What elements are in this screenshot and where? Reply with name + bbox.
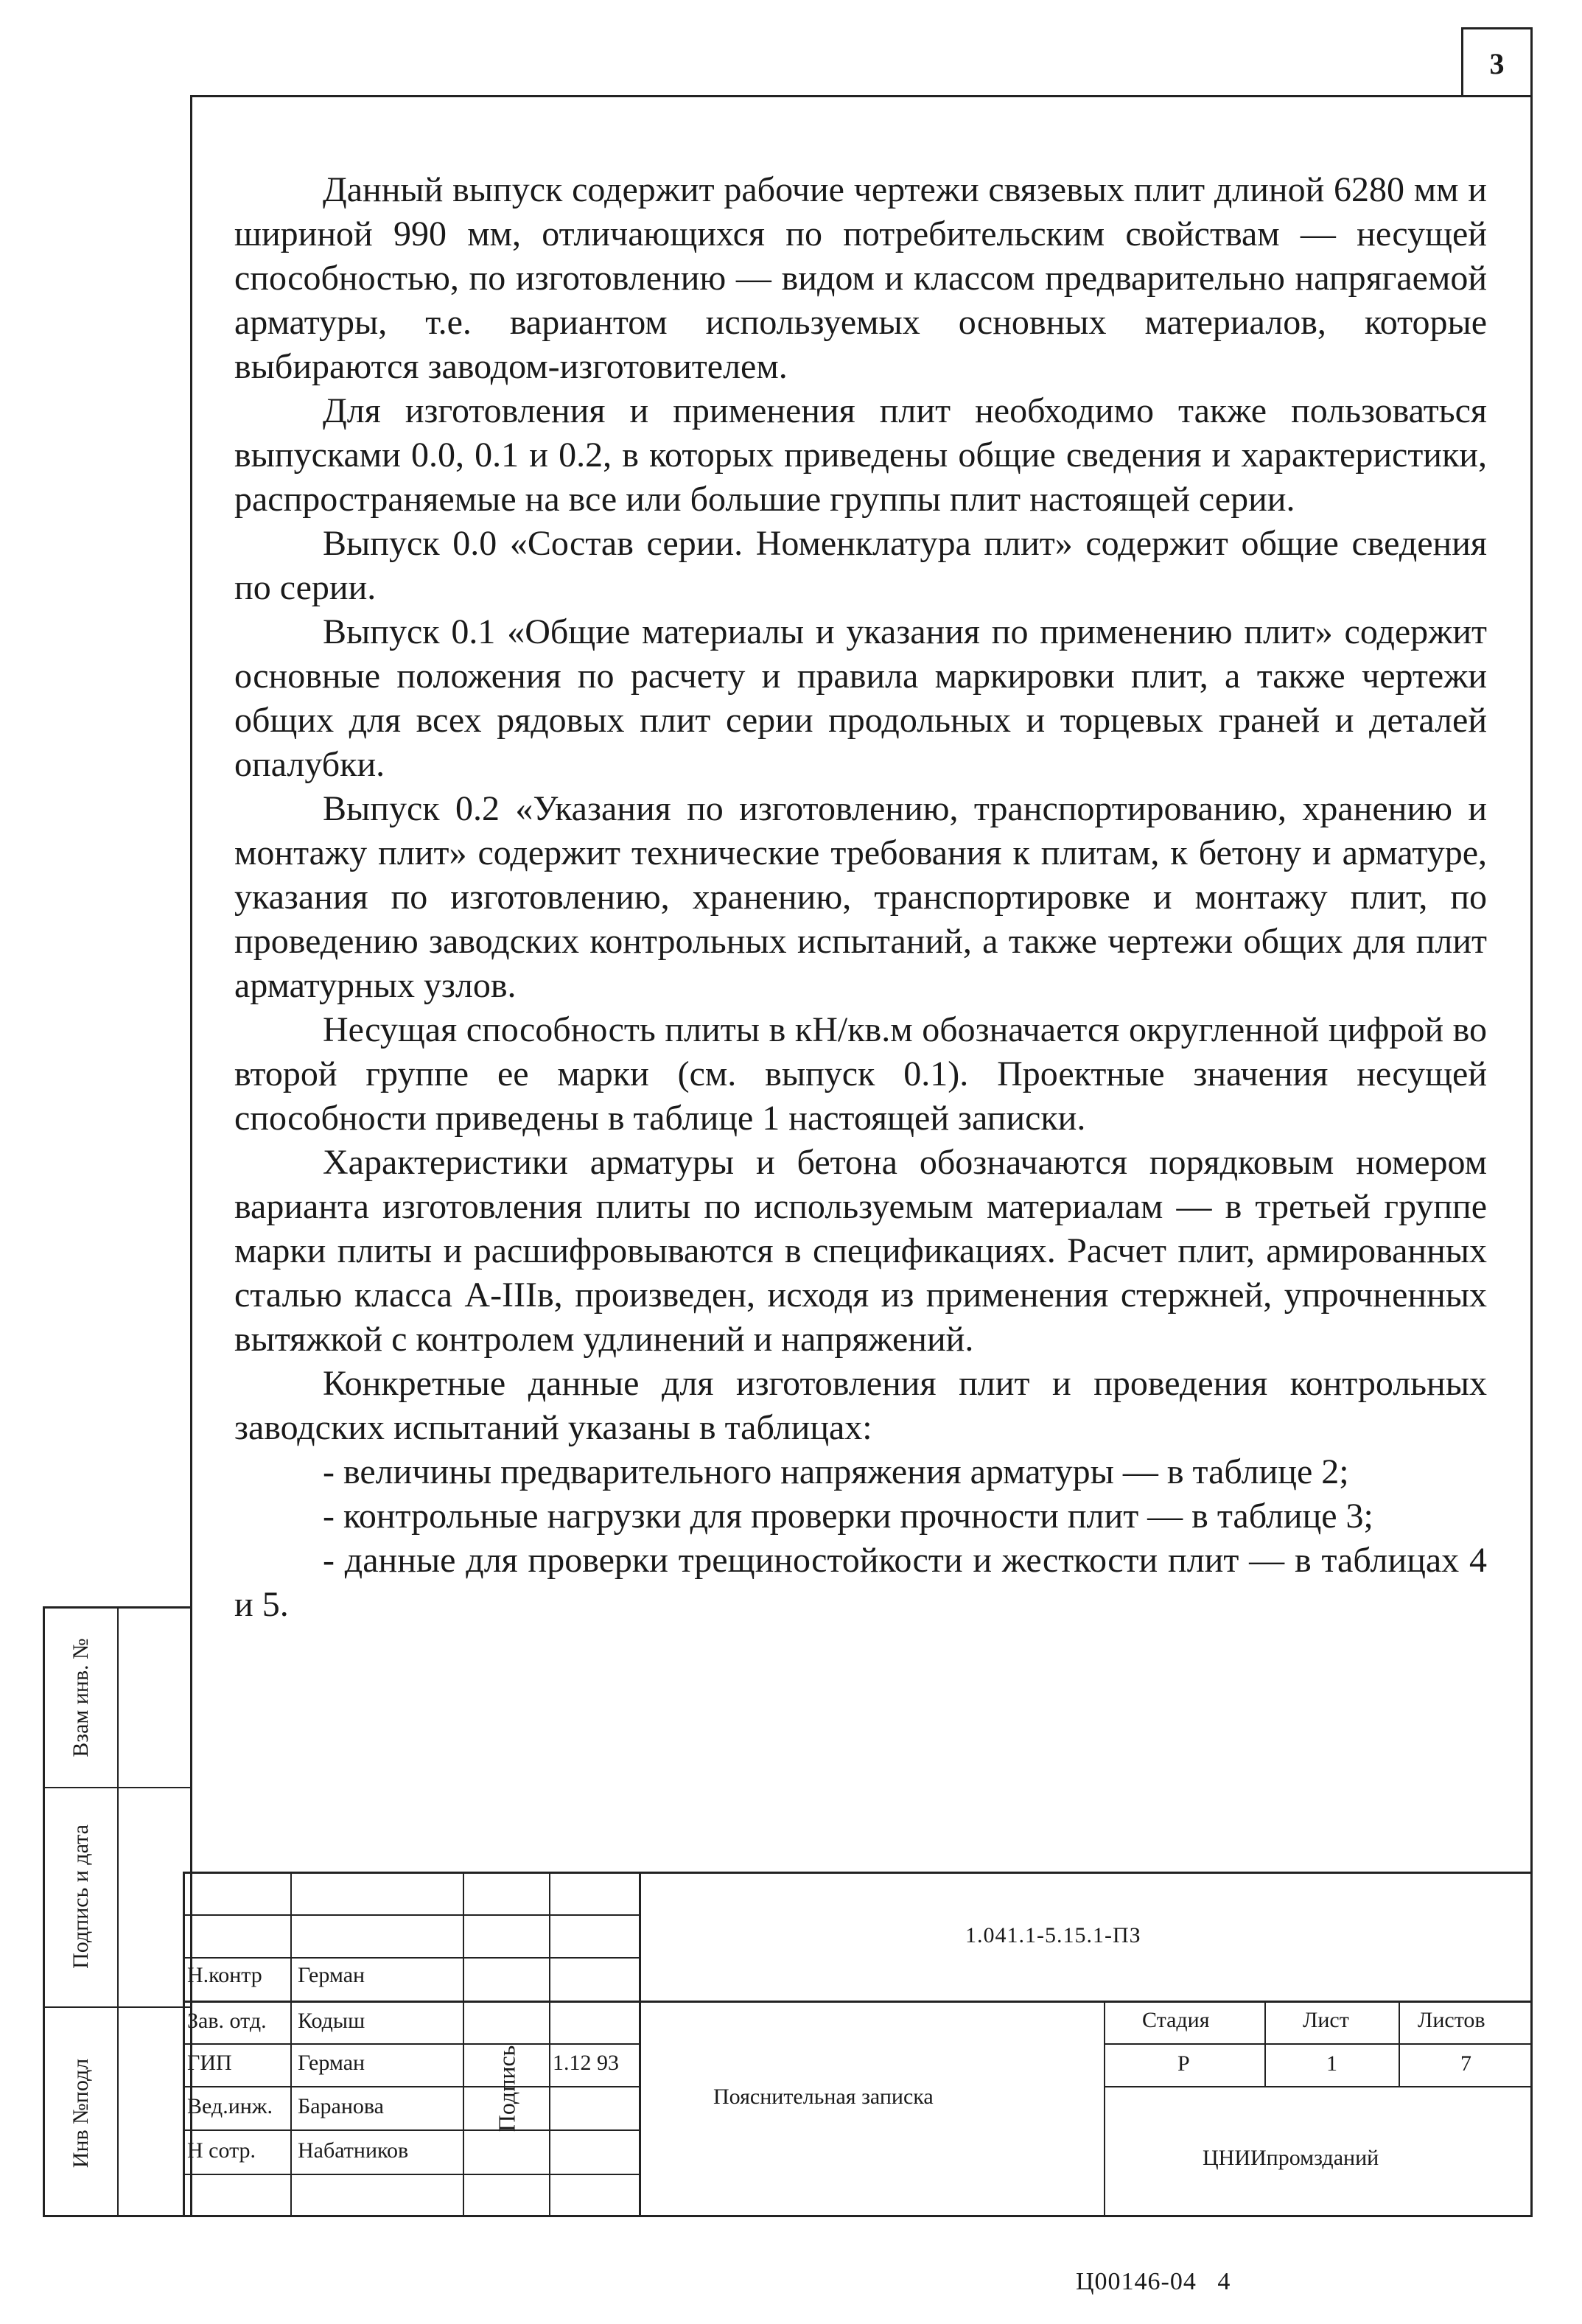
signature-date-label: Подпись и дата [69, 1824, 94, 1969]
explanatory-note-text [234, 168, 1487, 1627]
person-name: Кодыш [298, 2009, 365, 2033]
role-label: Н сотр. [187, 2138, 256, 2163]
person-name: Набатников [298, 2138, 409, 2163]
list-item-1: - величины предварительного напряжения арматуры — в таблице 2; [323, 1452, 1349, 1491]
person-name: Герман [298, 1963, 365, 1987]
role-label: ГИП [187, 2051, 232, 2075]
role-label: Зав. отд. [187, 2009, 267, 2033]
paragraph-4: Выпуск 0.1 «Общие материалы и указания по применению плит» содержит основные положения по расчету и правила маркировки плит, а также чертежи общих для всех рядовых плит серии продольных и торцевых граней и деталей опалубки. [234, 612, 1487, 784]
role-label: Н.контр [187, 1963, 262, 1987]
list-item-3: - данные для проверки трещиностойкости и жесткости плит — в таблицах 4 и 5. [234, 1541, 1487, 1624]
sheets-header: Листов [1418, 2008, 1485, 2032]
person-name: Герман [298, 2051, 365, 2075]
stage-value: Р [1177, 2051, 1190, 2076]
paragraph-8: Конкретные данные для изготовления плит и проведения контрольных заводских испытаний указаны в таблицах: [234, 1364, 1487, 1447]
paragraph-6: Несущая способность плиты в кН/кв.м обозначается округленной цифрой во второй группе ее марки (см. выпуск 0.1). Проектные значения несущей способности приведены в таблице 1 настоящей записки. [234, 1010, 1487, 1138]
title-block [183, 1872, 1533, 2217]
paragraph-5: Выпуск 0.2 «Указания по изготовлению, транспортированию, хранению и монтажу плит» содержит технические требования к плитам, к бетону и арматуре, указания по изготовлению, хранению, транспортировке и монтажу плит, по проведению заводских контрольных испытаний, а также чертежи общих для плит арматурных узлов. [234, 789, 1487, 1005]
sheets-value: 7 [1460, 2051, 1471, 2076]
page-number: 3 [1489, 46, 1505, 80]
role-label: Вед.инж. [187, 2094, 273, 2118]
footer-code: Ц00146-04 4 [1076, 2268, 1231, 2295]
paragraph-1: Данный выпуск содержит рабочие чертежи связевых плит длиной 6280 мм и шириной 990 мм, отличающихся по потребительским свойствам — несущей способностью, по изготовлению — видом и классом предварительно напрягаемой арматуры, т.е. вариантом используемых основных материалов, которые выбираются заводом-изготовителем. [234, 170, 1487, 386]
document-code: 1.041.1-5.15.1-ПЗ [965, 1923, 1141, 1947]
signature-label: Подпись [493, 2045, 520, 2132]
person-name: Баранова [298, 2094, 384, 2118]
paragraph-2: Для изготовления и применения плит необходимо также пользоваться выпусками 0.0, 0.1 и 0.2, в которых приведены общие сведения и характеристики, распространяемые на все или большие группы плит настоящей серии. [234, 391, 1487, 519]
side-stamp [43, 1606, 190, 2217]
stage-header: Стадия [1142, 2008, 1210, 2032]
list-item-2: - контрольные нагрузки для проверки прочности плит — в таблице 3; [323, 1497, 1373, 1536]
signature-label-cell [464, 2003, 549, 2174]
paragraph-3: Выпуск 0.0 «Состав серии. Номенклатура плит» содержит общие сведения по серии. [234, 524, 1487, 607]
sheet-header: Лист [1303, 2008, 1349, 2032]
original-inventory-label: Инв №подл [69, 2058, 93, 2168]
document-title: Пояснительная записка [713, 2085, 934, 2109]
page-number-box [1461, 27, 1533, 97]
sign-date: 1.12 93 [553, 2051, 619, 2075]
paragraph-7: Характеристики арматуры и бетона обозначаются порядковым номером варианта изготовления плиты по используемым материалам — в третьей группе марки плиты и расшифровываются в спецификациях. Расчет плит, армированных сталью класса А-IIIв, произведен, исходя из применения стержней, упрочненных вытяжкой с контролем удлинений и напряжений. [234, 1143, 1487, 1359]
organization-name: ЦНИИпромзданий [1203, 2146, 1379, 2170]
replacement-inventory-label: Взам инв. № [69, 1638, 93, 1757]
sheet-value: 1 [1326, 2051, 1337, 2076]
